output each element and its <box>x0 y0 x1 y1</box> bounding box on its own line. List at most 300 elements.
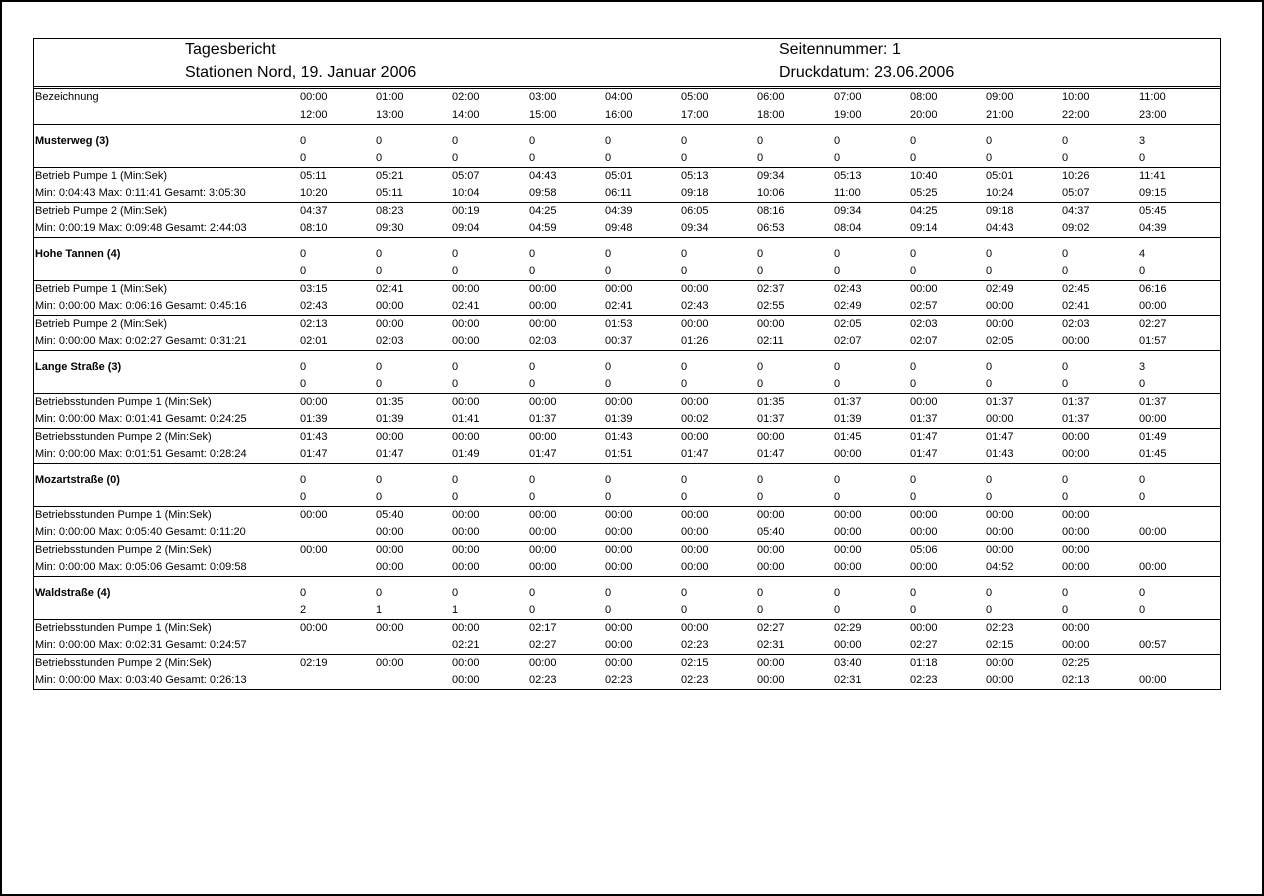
cell-value: 0 <box>681 378 688 390</box>
row-line-2 <box>34 672 1220 689</box>
cell-value: 0 <box>605 361 612 373</box>
pump-row <box>34 620 1220 655</box>
row-line-2 <box>34 333 1220 350</box>
cell-value: 03:15 <box>300 283 328 295</box>
cell-value: 00:00 <box>452 318 480 330</box>
cell-value: 09:34 <box>757 170 785 182</box>
cell-value: 0 <box>376 361 383 373</box>
cell-value: 09:15 <box>1139 187 1167 199</box>
cell-value: 0 <box>681 474 688 486</box>
cell-value: 0 <box>986 361 993 373</box>
cell-value: 11:41 <box>1139 170 1166 182</box>
cell-value: 0 <box>1139 491 1146 503</box>
cell-value: 16:00 <box>605 109 633 121</box>
cell-value: 00:00 <box>605 283 633 295</box>
cell-value: 05:13 <box>681 170 709 182</box>
cell-value: 0 <box>452 474 459 486</box>
row-label: Hohe Tannen (4) <box>35 248 121 260</box>
cell-value: 00:00 <box>757 674 785 686</box>
cell-value: 01:37 <box>529 413 557 425</box>
cell-value: 0 <box>986 248 993 260</box>
cell-value: 0 <box>452 587 459 599</box>
cell-value: 02:43 <box>300 300 328 312</box>
cell-value: 00:00 <box>1062 335 1090 347</box>
cell-value: 00:00 <box>529 300 557 312</box>
cell-value: 1 <box>376 604 383 616</box>
cell-value: 0 <box>910 491 917 503</box>
cell-value: 00:02 <box>681 413 709 425</box>
cell-value: 00:00 <box>300 622 328 634</box>
cell-value: 0 <box>529 152 536 164</box>
cell-value: 0 <box>757 604 764 616</box>
cell-value: 01:26 <box>681 335 709 347</box>
cell-value: 0 <box>757 378 764 390</box>
cell-value: 01:47 <box>376 448 404 460</box>
cell-value: 04:39 <box>1139 222 1167 234</box>
cell-value: 0 <box>1062 474 1069 486</box>
cell-value: 02:41 <box>452 300 480 312</box>
cell-value: 00:00 <box>529 657 557 669</box>
cell-value: 0 <box>1139 378 1146 390</box>
cell-value: 0 <box>452 361 459 373</box>
row-line-pm <box>34 107 1220 124</box>
cell-value: 00:00 <box>376 561 404 573</box>
cell-value: 21:00 <box>986 109 1014 121</box>
row-line-1 <box>34 507 1220 524</box>
row-line-am <box>34 89 1220 107</box>
cell-value: 0 <box>834 135 841 147</box>
row-line-1 <box>34 394 1220 411</box>
cell-value: 09:48 <box>605 222 633 234</box>
cell-value: 05:06 <box>910 544 938 556</box>
cell-value: 04:00 <box>605 91 633 103</box>
cell-value: 01:49 <box>452 448 480 460</box>
cell-value: 01:00 <box>376 91 404 103</box>
cell-value: 09:34 <box>681 222 709 234</box>
cell-value: 05:40 <box>376 509 404 521</box>
station-row <box>34 351 1220 394</box>
cell-value: 00:00 <box>1062 448 1090 460</box>
cell-value: 0 <box>834 265 841 277</box>
row-line-1 <box>34 542 1220 559</box>
cell-value: 05:21 <box>376 170 404 182</box>
station-row <box>34 238 1220 281</box>
row-line-2 <box>34 298 1220 315</box>
row-line-1 <box>34 168 1220 185</box>
cell-value: 00:00 <box>452 544 480 556</box>
row-label: Betriebsstunden Pumpe 2 (Min:Sek) <box>35 657 212 669</box>
cell-value: 10:20 <box>300 187 328 199</box>
row-label: Bezeichnung <box>35 91 99 103</box>
cell-value: 0 <box>757 587 764 599</box>
cell-value: 0 <box>986 587 993 599</box>
cell-value: 09:14 <box>910 222 938 234</box>
cell-value: 0 <box>529 248 536 260</box>
cell-value: 0 <box>910 378 917 390</box>
cell-value: 01:57 <box>1139 335 1167 347</box>
cell-value: 00:00 <box>986 509 1014 521</box>
cell-value: 00:00 <box>681 544 709 556</box>
cell-value: 0 <box>986 265 993 277</box>
cell-value: 08:10 <box>300 222 328 234</box>
cell-value: 0 <box>757 265 764 277</box>
cell-value: 00:00 <box>1062 526 1090 538</box>
cell-value: 0 <box>300 361 307 373</box>
cell-value: 15:00 <box>529 109 557 121</box>
cell-value: 01:35 <box>757 396 785 408</box>
cell-value: 01:39 <box>300 413 328 425</box>
cell-value: 00:19 <box>452 205 480 217</box>
cell-value: 02:13 <box>300 318 328 330</box>
row-line-1 <box>34 281 1220 298</box>
cell-value: 06:00 <box>757 91 785 103</box>
cell-value: 02:15 <box>986 639 1014 651</box>
cell-value: 04:37 <box>1062 205 1090 217</box>
row-line-2 <box>34 602 1220 619</box>
cell-value: 00:00 <box>300 396 328 408</box>
cell-value: 19:00 <box>834 109 862 121</box>
cell-value: 00:00 <box>910 622 938 634</box>
cell-value: 0 <box>605 135 612 147</box>
cell-value: 02:15 <box>681 657 709 669</box>
row-label: Mozartstraße (0) <box>35 474 120 486</box>
cell-value: 0 <box>376 135 383 147</box>
cell-value: 00:00 <box>605 509 633 521</box>
cell-value: 0 <box>300 135 307 147</box>
cell-value: 0 <box>834 587 841 599</box>
cell-value: 17:00 <box>681 109 709 121</box>
cell-value: 02:57 <box>910 300 938 312</box>
cell-value: 00:00 <box>834 561 862 573</box>
cell-value: 0 <box>1062 361 1069 373</box>
cell-value: 02:43 <box>681 300 709 312</box>
cell-value: 00:00 <box>681 509 709 521</box>
cell-value: 0 <box>1062 587 1069 599</box>
cell-value: 0 <box>376 587 383 599</box>
cell-value: 00:00 <box>529 318 557 330</box>
cell-value: 0 <box>986 474 993 486</box>
cell-value: 00:00 <box>605 396 633 408</box>
cell-value: 00:00 <box>376 318 404 330</box>
row-line-2 <box>34 150 1220 167</box>
cell-value: 00:00 <box>1062 431 1090 443</box>
cell-value: 05:00 <box>681 91 709 103</box>
cell-value: 23:00 <box>1139 109 1167 121</box>
cell-value: 0 <box>1139 152 1146 164</box>
cell-value: 00:00 <box>529 544 557 556</box>
row-line-1 <box>34 466 1220 489</box>
cell-value: 01:45 <box>1139 448 1167 460</box>
cell-value: 0 <box>452 248 459 260</box>
cell-value: 0 <box>605 265 612 277</box>
cell-value: 00:00 <box>834 448 862 460</box>
cell-value: 04:43 <box>529 170 557 182</box>
cell-value: 0 <box>1139 265 1146 277</box>
cell-value: 0 <box>681 361 688 373</box>
cell-value: 00:00 <box>452 657 480 669</box>
cell-value: 01:37 <box>910 413 938 425</box>
row-label: Min: 0:00:00 Max: 0:02:27 Gesamt: 0:31:21 <box>35 335 247 347</box>
cell-value: 10:40 <box>910 170 938 182</box>
column-header-row <box>34 89 1220 125</box>
cell-value: 02:43 <box>834 283 862 295</box>
row-label: Betriebsstunden Pumpe 1 (Min:Sek) <box>35 396 212 408</box>
report-table <box>34 89 1220 689</box>
cell-value: 0 <box>834 378 841 390</box>
cell-value: 00:00 <box>681 526 709 538</box>
cell-value: 0 <box>376 265 383 277</box>
pump-row <box>34 507 1220 542</box>
cell-value: 10:00 <box>1062 91 1090 103</box>
cell-value: 0 <box>910 361 917 373</box>
cell-value: 01:39 <box>605 413 633 425</box>
cell-value: 05:13 <box>834 170 862 182</box>
cell-value: 00:00 <box>452 674 480 686</box>
cell-value: 0 <box>529 361 536 373</box>
cell-value: 00:00 <box>834 544 862 556</box>
cell-value: 0 <box>529 265 536 277</box>
row-line-1 <box>34 353 1220 376</box>
cell-value: 0 <box>529 491 536 503</box>
cell-value: 05:07 <box>452 170 480 182</box>
cell-value: 06:53 <box>757 222 785 234</box>
cell-value: 13:00 <box>376 109 404 121</box>
cell-value: 08:23 <box>376 205 404 217</box>
report-subtitle: Stationen Nord, 19. Januar 2006 <box>185 64 417 81</box>
cell-value: 04:39 <box>605 205 633 217</box>
cell-value: 09:34 <box>834 205 862 217</box>
cell-value: 06:16 <box>1139 283 1167 295</box>
cell-value: 09:00 <box>986 91 1014 103</box>
cell-value: 00:00 <box>757 318 785 330</box>
cell-value: 00:00 <box>1062 509 1090 521</box>
cell-value: 02:21 <box>452 639 480 651</box>
cell-value: 04:37 <box>300 205 328 217</box>
cell-value: 0 <box>834 604 841 616</box>
cell-value: 0 <box>834 491 841 503</box>
cell-value: 09:04 <box>452 222 480 234</box>
cell-value: 0 <box>681 248 688 260</box>
row-label: Musterweg (3) <box>35 135 109 147</box>
cell-value: 00:00 <box>910 283 938 295</box>
cell-value: 0 <box>1139 587 1146 599</box>
row-line-2 <box>34 489 1220 506</box>
cell-value: 10:06 <box>757 187 785 199</box>
cell-value: 18:00 <box>757 109 785 121</box>
cell-value: 02:41 <box>605 300 633 312</box>
cell-value: 02:31 <box>757 639 785 651</box>
cell-value: 0 <box>605 587 612 599</box>
cell-value: 02:23 <box>529 674 557 686</box>
cell-value: 02:25 <box>1062 657 1090 669</box>
cell-value: 02:11 <box>757 335 784 347</box>
cell-value: 02:55 <box>757 300 785 312</box>
cell-value: 0 <box>452 135 459 147</box>
cell-value: 00:00 <box>376 544 404 556</box>
cell-value: 0 <box>986 604 993 616</box>
cell-value: 00:00 <box>376 300 404 312</box>
row-label: Betrieb Pumpe 2 (Min:Sek) <box>35 318 168 330</box>
cell-value: 01:35 <box>376 396 404 408</box>
cell-value: 0 <box>376 491 383 503</box>
cell-value: 0 <box>681 135 688 147</box>
cell-value: 02:41 <box>1062 300 1090 312</box>
report-title: Tagesbericht <box>185 41 276 58</box>
cell-value: 01:41 <box>452 413 480 425</box>
station-row <box>34 125 1220 168</box>
cell-value: 00:00 <box>1062 561 1090 573</box>
cell-value: 00:00 <box>834 526 862 538</box>
cell-value: 00:00 <box>681 396 709 408</box>
cell-value: 00:57 <box>1139 639 1167 651</box>
cell-value: 0 <box>300 378 307 390</box>
cell-value: 0 <box>300 491 307 503</box>
cell-value: 00:00 <box>529 431 557 443</box>
cell-value: 02:31 <box>834 674 862 686</box>
cell-value: 0 <box>605 248 612 260</box>
cell-value: 02:29 <box>834 622 862 634</box>
cell-value: 02:03 <box>376 335 404 347</box>
cell-value: 00:00 <box>529 561 557 573</box>
cell-value: 00:00 <box>986 413 1014 425</box>
cell-value: 0 <box>757 491 764 503</box>
cell-value: 00:00 <box>681 561 709 573</box>
cell-value: 09:30 <box>376 222 404 234</box>
cell-value: 00:00 <box>452 283 480 295</box>
cell-value: 00:00 <box>1062 544 1090 556</box>
cell-value: 06:05 <box>681 205 709 217</box>
row-label: Betriebsstunden Pumpe 1 (Min:Sek) <box>35 622 212 634</box>
row-label: Betrieb Pumpe 1 (Min:Sek) <box>35 170 168 182</box>
cell-value: 08:16 <box>757 205 785 217</box>
cell-value: 11:00 <box>1139 91 1166 103</box>
cell-value: 00:00 <box>529 283 557 295</box>
cell-value: 05:11 <box>300 170 327 182</box>
cell-value: 0 <box>986 152 993 164</box>
cell-value: 00:00 <box>605 526 633 538</box>
cell-value: 02:27 <box>529 639 557 651</box>
row-line-2 <box>34 559 1220 576</box>
cell-value: 02:07 <box>910 335 938 347</box>
cell-value: 02:49 <box>834 300 862 312</box>
cell-value: 01:18 <box>910 657 938 669</box>
cell-value: 2 <box>300 604 307 616</box>
cell-value: 0 <box>452 378 459 390</box>
cell-value: 01:47 <box>986 431 1014 443</box>
cell-value: 00:00 <box>910 561 938 573</box>
cell-value: 01:37 <box>834 396 862 408</box>
cell-value: 0 <box>529 378 536 390</box>
cell-value: 0 <box>681 265 688 277</box>
cell-value: 09:18 <box>986 205 1014 217</box>
cell-value: 0 <box>605 491 612 503</box>
pump-row <box>34 316 1220 351</box>
row-line-1 <box>34 620 1220 637</box>
cell-value: 00:00 <box>376 526 404 538</box>
cell-value: 02:17 <box>529 622 557 634</box>
cell-value: 10:04 <box>452 187 480 199</box>
cell-value: 02:23 <box>605 674 633 686</box>
cell-value: 00:00 <box>757 431 785 443</box>
cell-value: 0 <box>376 152 383 164</box>
cell-value: 0 <box>757 474 764 486</box>
cell-value: 0 <box>1139 604 1146 616</box>
cell-value: 01:47 <box>757 448 785 460</box>
cell-value: 03:00 <box>529 91 557 103</box>
cell-value: 00:00 <box>1139 300 1167 312</box>
cell-value: 00:00 <box>605 544 633 556</box>
cell-value: 00:00 <box>834 639 862 651</box>
cell-value: 0 <box>910 265 917 277</box>
cell-value: 02:05 <box>986 335 1014 347</box>
cell-value: 00:00 <box>300 509 328 521</box>
cell-value: 0 <box>605 152 612 164</box>
cell-value: 0 <box>300 265 307 277</box>
cell-value: 10:26 <box>1062 170 1090 182</box>
cell-value: 0 <box>986 135 993 147</box>
cell-value: 0 <box>1062 491 1069 503</box>
cell-value: 09:18 <box>681 187 709 199</box>
cell-value: 00:00 <box>300 91 328 103</box>
cell-value: 02:23 <box>681 639 709 651</box>
cell-value: 08:00 <box>910 91 938 103</box>
cell-value: 01:39 <box>834 413 862 425</box>
cell-value: 00:00 <box>757 657 785 669</box>
cell-value: 00:00 <box>986 657 1014 669</box>
cell-value: 00:00 <box>834 509 862 521</box>
pump-row <box>34 542 1220 577</box>
row-label: Betrieb Pumpe 1 (Min:Sek) <box>35 283 168 295</box>
cell-value: 01:45 <box>834 431 862 443</box>
cell-value: 00:00 <box>910 509 938 521</box>
cell-value: 12:00 <box>300 109 328 121</box>
cell-value: 0 <box>452 265 459 277</box>
cell-value: 02:03 <box>1062 318 1090 330</box>
station-row <box>34 577 1220 620</box>
cell-value: 0 <box>452 491 459 503</box>
cell-value: 05:40 <box>757 526 785 538</box>
cell-value: 04:52 <box>986 561 1014 573</box>
row-label: Betriebsstunden Pumpe 1 (Min:Sek) <box>35 509 212 521</box>
pump-row <box>34 394 1220 429</box>
cell-value: 0 <box>1062 265 1069 277</box>
cell-value: 02:05 <box>834 318 862 330</box>
cell-value: 05:25 <box>910 187 938 199</box>
cell-value: 01:47 <box>681 448 709 460</box>
cell-value: 00:00 <box>376 431 404 443</box>
row-line-1 <box>34 655 1220 672</box>
cell-value: 0 <box>910 152 917 164</box>
cell-value: 00:00 <box>757 561 785 573</box>
cell-value: 00:00 <box>910 396 938 408</box>
cell-value: 01:39 <box>376 413 404 425</box>
cell-value: 0 <box>605 604 612 616</box>
pump-row <box>34 429 1220 464</box>
cell-value: 02:00 <box>452 91 480 103</box>
page-number: Seitennummer: 1 <box>779 41 901 58</box>
cell-value: 0 <box>605 474 612 486</box>
cell-value: 10:24 <box>986 187 1014 199</box>
cell-value: 01:53 <box>605 318 633 330</box>
cell-value: 02:23 <box>986 622 1014 634</box>
cell-value: 3 <box>1139 361 1146 373</box>
cell-value: 0 <box>376 474 383 486</box>
cell-value: 01:47 <box>300 448 328 460</box>
cell-value: 02:45 <box>1062 283 1090 295</box>
cell-value: 0 <box>834 474 841 486</box>
cell-value: 00:00 <box>757 544 785 556</box>
cell-value: 0 <box>1139 474 1146 486</box>
